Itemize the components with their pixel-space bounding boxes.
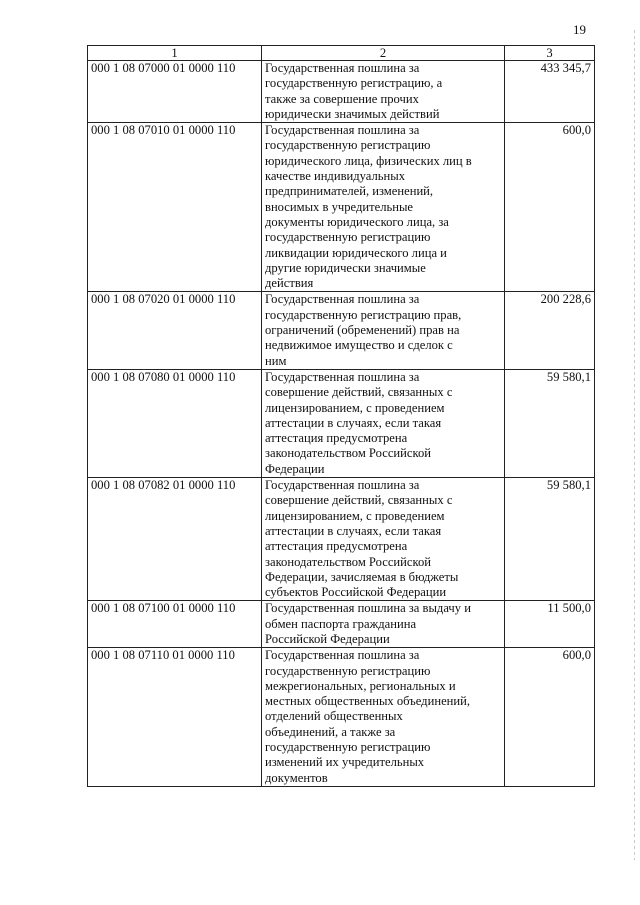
budget-code-cell: 000 1 08 07100 01 0000 110: [88, 601, 262, 648]
amount-cell: 433 345,7: [505, 61, 595, 123]
budget-code-cell: 000 1 08 07082 01 0000 110: [88, 478, 262, 601]
budget-code-cell: 000 1 08 07080 01 0000 110: [88, 369, 262, 477]
budget-revenue-table: [87, 45, 595, 787]
column-number-3: 3: [505, 46, 595, 61]
revenue-name-line: вносимых в учредительные: [265, 199, 414, 214]
revenue-name-line: субъектов Российской Федерации: [265, 585, 447, 600]
revenue-name-line: Федерации: [265, 461, 325, 476]
revenue-name-line: совершение действий, связанных с: [265, 493, 453, 508]
revenue-name-cell: [262, 61, 505, 123]
revenue-name-line: недвижимое имущество и сделок с: [265, 338, 453, 353]
budget-code-cell: 000 1 08 07010 01 0000 110: [88, 123, 262, 292]
revenue-name-line: законодательством Российской: [265, 554, 431, 569]
amount-cell: 600,0: [505, 648, 595, 787]
revenue-name-line: государственную регистрацию, а: [265, 76, 443, 91]
column-number-2: 2: [262, 46, 505, 61]
table-row: [88, 292, 595, 369]
revenue-name-cell: [262, 369, 505, 477]
revenue-name-line: объединений, а также за: [265, 724, 396, 739]
revenue-name-line: Федерации, зачисляемая в бюджеты: [265, 569, 459, 584]
revenue-name-line: качестве индивидуальных: [265, 169, 406, 184]
revenue-name-line: межрегиональных, региональных и: [265, 678, 456, 693]
table-body: [88, 61, 595, 787]
table-row: [88, 478, 595, 601]
revenue-name-line: Государственная пошлина за: [265, 478, 420, 493]
revenue-name-cell: [262, 601, 505, 648]
revenue-name-line: Государственная пошлина за: [265, 369, 420, 384]
revenue-name-line: Государственная пошлина за: [265, 61, 420, 75]
amount-cell: 11 500,0: [505, 601, 595, 648]
revenue-name-line: предпринимателей, изменений,: [265, 184, 434, 199]
revenue-name-line: государственную регистрацию: [265, 663, 431, 678]
revenue-name-line: документы юридического лица, за: [265, 214, 449, 229]
revenue-name-line: Государственная пошлина за: [265, 292, 420, 307]
revenue-name-line: Государственная пошлина за выдачу и: [265, 601, 471, 616]
table-row: [88, 648, 595, 787]
revenue-name-cell: [262, 478, 505, 601]
revenue-name-cell: [262, 648, 505, 787]
revenue-name-line: аттестация предусмотрена: [265, 539, 408, 554]
amount-cell: 200 228,6: [505, 292, 595, 369]
revenue-name-line: юридически значимых действий: [265, 106, 440, 121]
revenue-name-line: Российской Федерации: [265, 631, 390, 646]
page-number: 19: [573, 22, 586, 37]
amount-cell: 59 580,1: [505, 369, 595, 477]
revenue-name-line: ним: [265, 353, 287, 368]
revenue-name-line: ограничений (обременений) прав на: [265, 323, 460, 338]
revenue-name-line: государственную регистрацию: [265, 740, 431, 755]
revenue-name-line: аттестация предусмотрена: [265, 431, 408, 446]
revenue-name-line: действия: [265, 276, 314, 291]
table-row: [88, 61, 595, 123]
revenue-name-line: лицензированием, с проведением: [265, 508, 445, 523]
revenue-name-line: обмен паспорта гражданина: [265, 616, 417, 631]
revenue-name-line: другие юридически значимые: [265, 260, 426, 275]
budget-code-cell: 000 1 08 07110 01 0000 110: [88, 648, 262, 787]
scan-edge-line: [634, 30, 635, 860]
revenue-name-line: аттестации в случаях, если такая: [265, 415, 442, 430]
revenue-name-line: законодательством Российской: [265, 446, 431, 461]
amount-cell: 59 580,1: [505, 478, 595, 601]
budget-code-cell: 000 1 08 07020 01 0000 110: [88, 292, 262, 369]
revenue-name-line: отделений общественных: [265, 709, 403, 724]
revenue-name-line: аттестации в случаях, если такая: [265, 523, 442, 538]
column-number-row: [88, 46, 595, 61]
table-row: [88, 123, 595, 292]
table-row: [88, 369, 595, 477]
amount-cell: 600,0: [505, 123, 595, 292]
revenue-name-cell: [262, 292, 505, 369]
budget-code-cell: 000 1 08 07000 01 0000 110: [88, 61, 262, 123]
revenue-name-line: также за совершение прочих: [265, 91, 419, 106]
revenue-name-line: государственную регистрацию прав,: [265, 307, 462, 322]
revenue-name-line: изменений их учредительных: [265, 755, 425, 770]
revenue-name-line: ликвидации юридического лица и: [265, 245, 447, 260]
revenue-name-line: Государственная пошлина за: [265, 123, 420, 138]
revenue-name-line: совершение действий, связанных с: [265, 385, 453, 400]
revenue-name-line: государственную регистрацию: [265, 230, 431, 245]
revenue-name-line: государственную регистрацию: [265, 138, 431, 153]
revenue-name-line: юридического лица, физических лиц в: [265, 153, 472, 168]
revenue-name-line: Государственная пошлина за: [265, 648, 420, 663]
column-number-1: 1: [88, 46, 262, 61]
revenue-name-line: местных общественных объединений,: [265, 694, 471, 709]
revenue-name-line: документов: [265, 770, 328, 785]
table-row: [88, 601, 595, 648]
revenue-name-line: лицензированием, с проведением: [265, 400, 445, 415]
revenue-name-cell: [262, 123, 505, 292]
